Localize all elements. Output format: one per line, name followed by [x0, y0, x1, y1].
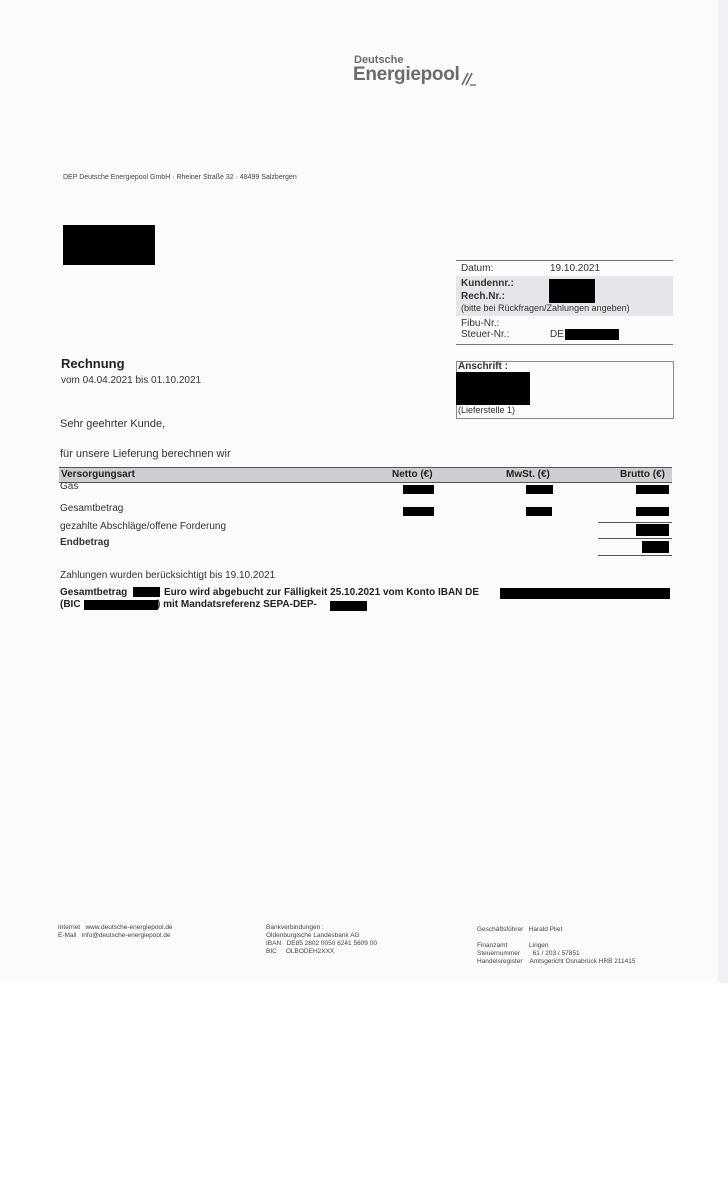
delivery-point-note: (Lieferstelle 1): [458, 405, 516, 415]
mandate-reference-redacted: [330, 601, 367, 611]
customer-number-redacted: [549, 279, 595, 303]
payment-bic-label: (BIC: [60, 599, 81, 610]
paid-redacted: [636, 524, 669, 536]
final-amount-redacted: [642, 541, 669, 553]
row-total-label: Gesamtbetrag: [60, 503, 124, 514]
table-header: [59, 467, 672, 483]
gas-net-redacted: [403, 485, 434, 494]
customer-number-label: Kundennr.:: [461, 278, 514, 289]
tax-number-redacted: [565, 329, 619, 340]
payment-amount-redacted: [133, 587, 160, 597]
footer-contact: Internet www.deutsche-energiepool.de E-Mail info@deutsche-energiepool.de: [58, 924, 173, 939]
footer-bank: Bankverbindungen : Oldenburgische Landesbank AG IBAN DE85 2802 0050 6241 5609 00 BIC OLBODEH2XXX: [266, 924, 377, 955]
total-gross-redacted: [636, 507, 669, 516]
greeting: Sehr geehrter Kunde,: [60, 418, 166, 430]
bic-redacted: [84, 600, 158, 610]
billing-period: vom 04.04.2021 bis 01.10.2021: [61, 375, 202, 386]
header-vat: MwSt. (€): [506, 469, 550, 480]
gas-gross-redacted: [636, 485, 669, 494]
date-label: Datum:: [461, 263, 494, 274]
header-supply-type: Versorgungsart: [61, 469, 135, 480]
sum-rule-3: [598, 555, 672, 556]
delivery-address-redacted: [456, 372, 530, 405]
invoice-number-label: Rech.Nr.:: [461, 291, 505, 302]
document-title: Rechnung: [61, 356, 125, 371]
reference-hint: (bitte bei Rückfragen/Zahlungen angeben): [461, 303, 630, 313]
iban-redacted: [500, 588, 670, 599]
tax-number-prefix: DE: [550, 329, 564, 340]
logo-slash-icon: [461, 72, 477, 86]
row-paid-label: gezahlte Abschläge/offene Forderung: [60, 521, 227, 532]
tax-number-label: Steuer-Nr.:: [461, 329, 510, 340]
date-value: 19.10.2021: [550, 263, 601, 274]
payment-note: Zahlungen wurden berücksichtigt bis 19.10.2021: [60, 570, 276, 581]
row-final-label: Endbetrag: [60, 537, 110, 548]
total-net-redacted: [403, 507, 434, 516]
footer-registry: Finanzamt Lingen Steuernummer 61 / 203 / 57851 Handelsregister Amtsgericht Osnabrück HRB 211415: [477, 942, 636, 965]
gas-vat-redacted: [526, 485, 553, 494]
logo-text-main: Energiepool: [353, 64, 460, 85]
payment-mandate-text: ) mit Mandatsreferenz SEPA-DEP-: [157, 599, 317, 610]
intro-text: für unsere Lieferung berechnen wir: [60, 448, 231, 460]
header-net: Netto (€): [392, 469, 433, 480]
payment-total-label: Gesamtbetrag: [60, 587, 128, 598]
info-bottom-rule: [456, 344, 673, 345]
sum-rule-2: [598, 538, 672, 539]
info-top-rule: [456, 260, 673, 261]
sender-address: DEP Deutsche Energiepool GmbH · Rheiner Straße 32 · 48499 Salzbergen: [63, 174, 297, 181]
sum-rule-1: [598, 522, 672, 523]
total-vat-redacted: [526, 507, 552, 516]
header-gross: Brutto (€): [620, 469, 665, 480]
recipient-address-redacted: [63, 225, 155, 265]
delivery-address-label: Anschrift :: [458, 361, 508, 372]
row-gas-label: Gas: [60, 481, 79, 492]
logo-text-top: Deutsche: [354, 54, 404, 66]
fibu-label: Fibu-Nr.:: [461, 318, 500, 329]
payment-debit-text: Euro wird abgebucht zur Fälligkeit 25.10.2021 vom Konto IBAN DE: [164, 587, 480, 598]
page-edge: [718, 0, 728, 983]
footer-management: Geschäftsführer Harald Pliet: [477, 926, 563, 933]
